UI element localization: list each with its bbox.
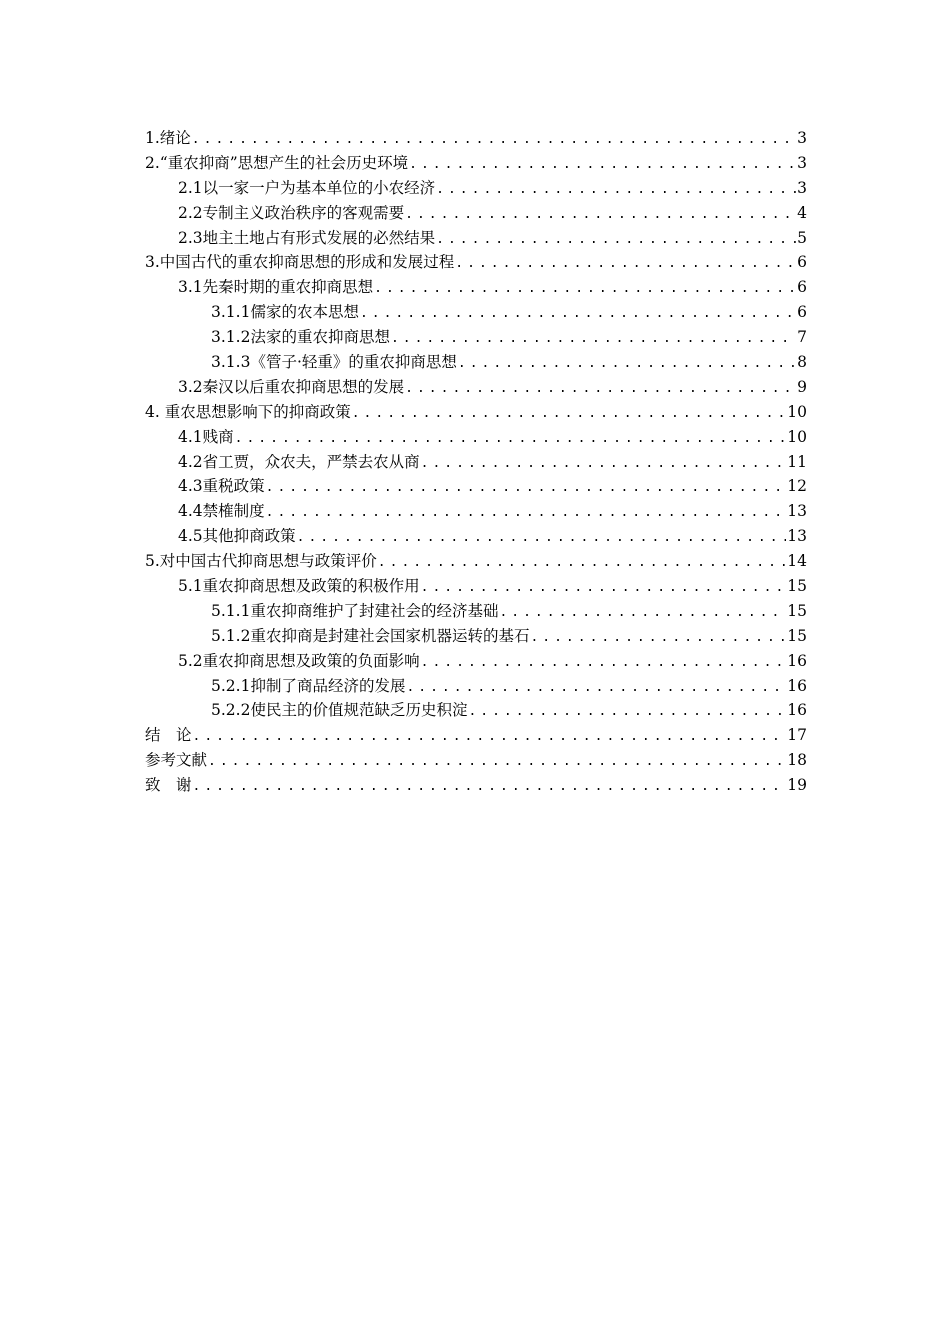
toc-entry[interactable] — [145, 275, 807, 300]
toc-entry-page-number: 3 — [797, 153, 807, 172]
toc-entry-title: 3.1.1儒家的农本思想 — [211, 303, 359, 322]
toc-dot-leader — [409, 153, 796, 178]
toc-entry-title: 5.对中国古代抑商思想与政策评价 — [145, 552, 377, 571]
toc-entry[interactable] — [145, 201, 807, 226]
toc-entry-page-number: 6 — [797, 253, 807, 272]
toc-entry[interactable] — [145, 126, 807, 151]
toc-dot-leader — [405, 377, 796, 402]
toc-entry-title: 4.1贱商 — [178, 427, 234, 446]
toc-dot-leader — [352, 402, 787, 427]
toc-entry-title: 4.3重税政策 — [178, 477, 265, 496]
toc-dot-leader — [530, 626, 786, 651]
toc-entry-title: 4.5其他抑商政策 — [178, 527, 296, 546]
toc-entry[interactable] — [145, 450, 807, 475]
toc-entry-page-number: 6 — [797, 303, 807, 322]
toc-entry-title: 5.2.2使民主的价值规范缺乏历史积淀 — [211, 701, 468, 720]
toc-entry-page-number: 17 — [787, 726, 807, 745]
toc-entry-title: 5.1重农抑商思想及政策的积极作用 — [178, 577, 420, 596]
toc-entry-title: 2.3地主土地占有形式发展的必然结果 — [178, 228, 436, 247]
toc-entry-title: 结 论 — [145, 726, 192, 745]
toc-entry[interactable] — [145, 574, 807, 599]
toc-entry-page-number: 5 — [797, 228, 807, 247]
toc-entry-page-number: 19 — [787, 776, 807, 795]
toc-entry-page-number: 11 — [787, 452, 807, 471]
toc-entry-page-number: 7 — [797, 328, 807, 347]
toc-entry-title: 2.1以一家一户为基本单位的小农经济 — [178, 178, 436, 197]
toc-dot-leader — [406, 676, 786, 701]
toc-dot-leader — [391, 327, 796, 352]
toc-entry-title: 4. 重农思想影响下的抑商政策 — [145, 402, 351, 421]
toc-entry-title: 参考文献 — [145, 751, 208, 770]
toc-dot-leader — [421, 452, 787, 477]
toc-entry-title: 5.2重农抑商思想及政策的负面影响 — [178, 651, 420, 670]
toc-dot-leader — [458, 352, 796, 377]
toc-entry-title: 5.2.1抑制了商品经济的发展 — [211, 676, 406, 695]
toc-dot-leader — [374, 277, 796, 302]
toc-entry-title: 4.4禁榷制度 — [178, 502, 265, 521]
toc-entry-page-number: 6 — [797, 278, 807, 297]
toc-entry[interactable] — [145, 624, 807, 649]
toc-entry-page-number: 14 — [787, 552, 807, 571]
toc-dot-leader — [192, 128, 796, 153]
toc-entry[interactable] — [145, 151, 807, 176]
toc-dot-leader — [266, 501, 787, 526]
toc-entry-page-number: 15 — [787, 626, 807, 645]
toc-entry-page-number: 13 — [787, 527, 807, 546]
toc-entry[interactable] — [145, 499, 807, 524]
toc-entry[interactable] — [145, 425, 807, 450]
toc-entry[interactable] — [145, 300, 807, 325]
toc-entry-page-number: 3 — [797, 178, 807, 197]
toc-entry-title: 4.2省工贾，众农夫，严禁去农从商 — [178, 452, 420, 471]
toc-entry-page-number: 3 — [797, 129, 807, 147]
toc-dot-leader — [421, 576, 787, 601]
toc-dot-leader — [468, 700, 786, 725]
toc-entry[interactable] — [145, 723, 807, 748]
toc-entry[interactable] — [145, 226, 807, 251]
toc-dot-leader — [436, 178, 796, 203]
toc-entry[interactable] — [145, 773, 807, 798]
toc-entry-page-number: 4 — [797, 203, 807, 222]
toc-dot-leader — [297, 526, 787, 551]
toc-dot-leader — [436, 228, 796, 253]
toc-dot-leader — [378, 551, 786, 576]
toc-entry-title: 3.1.2法家的重农抑商思想 — [211, 328, 390, 347]
toc-entry-title: 5.1.2重农抑商是封建社会国家机器运转的基石 — [211, 626, 530, 645]
toc-dot-leader — [405, 203, 796, 228]
toc-entry[interactable] — [145, 350, 807, 375]
toc-entry-title: 2.2专制主义政治秩序的客观需要 — [178, 203, 405, 222]
toc-entry[interactable] — [145, 649, 807, 674]
toc-dot-leader — [193, 725, 787, 750]
toc-dot-leader — [266, 476, 787, 501]
toc-entry[interactable] — [145, 524, 807, 549]
toc-dot-leader — [360, 302, 796, 327]
toc-dot-leader — [455, 252, 796, 277]
toc-dot-leader — [499, 601, 786, 626]
toc-entry[interactable] — [145, 474, 807, 499]
toc-entry[interactable] — [145, 375, 807, 400]
toc-entry[interactable] — [145, 698, 807, 723]
table-of-contents — [145, 126, 807, 798]
toc-entry-page-number: 15 — [787, 577, 807, 596]
toc-dot-leader — [193, 775, 787, 800]
toc-entry-title: 2.“重农抑商”思想产生的社会历史环境 — [145, 153, 409, 172]
toc-entry-page-number: 9 — [797, 377, 807, 396]
toc-entry[interactable] — [145, 674, 807, 699]
toc-entry[interactable] — [145, 250, 807, 275]
toc-entry-page-number: 8 — [797, 353, 807, 372]
toc-entry-title: 3.1先秦时期的重农抑商思想 — [178, 278, 374, 297]
toc-dot-leader — [208, 750, 786, 775]
toc-dot-leader — [421, 651, 787, 676]
toc-entry[interactable] — [145, 325, 807, 350]
toc-entry-page-number: 10 — [787, 402, 807, 421]
toc-entry-title: 3.2秦汉以后重农抑商思想的发展 — [178, 377, 405, 396]
toc-entry[interactable] — [145, 748, 807, 773]
toc-entry-page-number: 18 — [787, 751, 807, 770]
toc-entry-title: 致 谢 — [145, 776, 192, 795]
toc-dot-leader — [235, 427, 787, 452]
toc-entry-page-number: 10 — [787, 427, 807, 446]
toc-entry-page-number: 16 — [787, 701, 807, 720]
toc-entry-page-number: 15 — [787, 601, 807, 620]
toc-entry-page-number: 12 — [787, 477, 807, 496]
toc-entry-page-number: 16 — [787, 676, 807, 695]
toc-entry-page-number: 13 — [787, 502, 807, 521]
toc-entry-title: 5.1.1重农抑商维护了封建社会的经济基础 — [211, 601, 499, 620]
toc-entry[interactable] — [145, 549, 807, 574]
toc-entry-title: 3.1.3《管子·轻重》的重农抑商思想 — [211, 353, 457, 372]
toc-entry[interactable] — [145, 599, 807, 624]
toc-entry[interactable] — [145, 400, 807, 425]
toc-entry-title: 3.中国古代的重农抑商思想的形成和发展过程 — [145, 253, 455, 272]
toc-entry[interactable] — [145, 176, 807, 201]
toc-entry-title: 1.绪论 — [145, 129, 191, 147]
toc-entry-page-number: 16 — [787, 651, 807, 670]
